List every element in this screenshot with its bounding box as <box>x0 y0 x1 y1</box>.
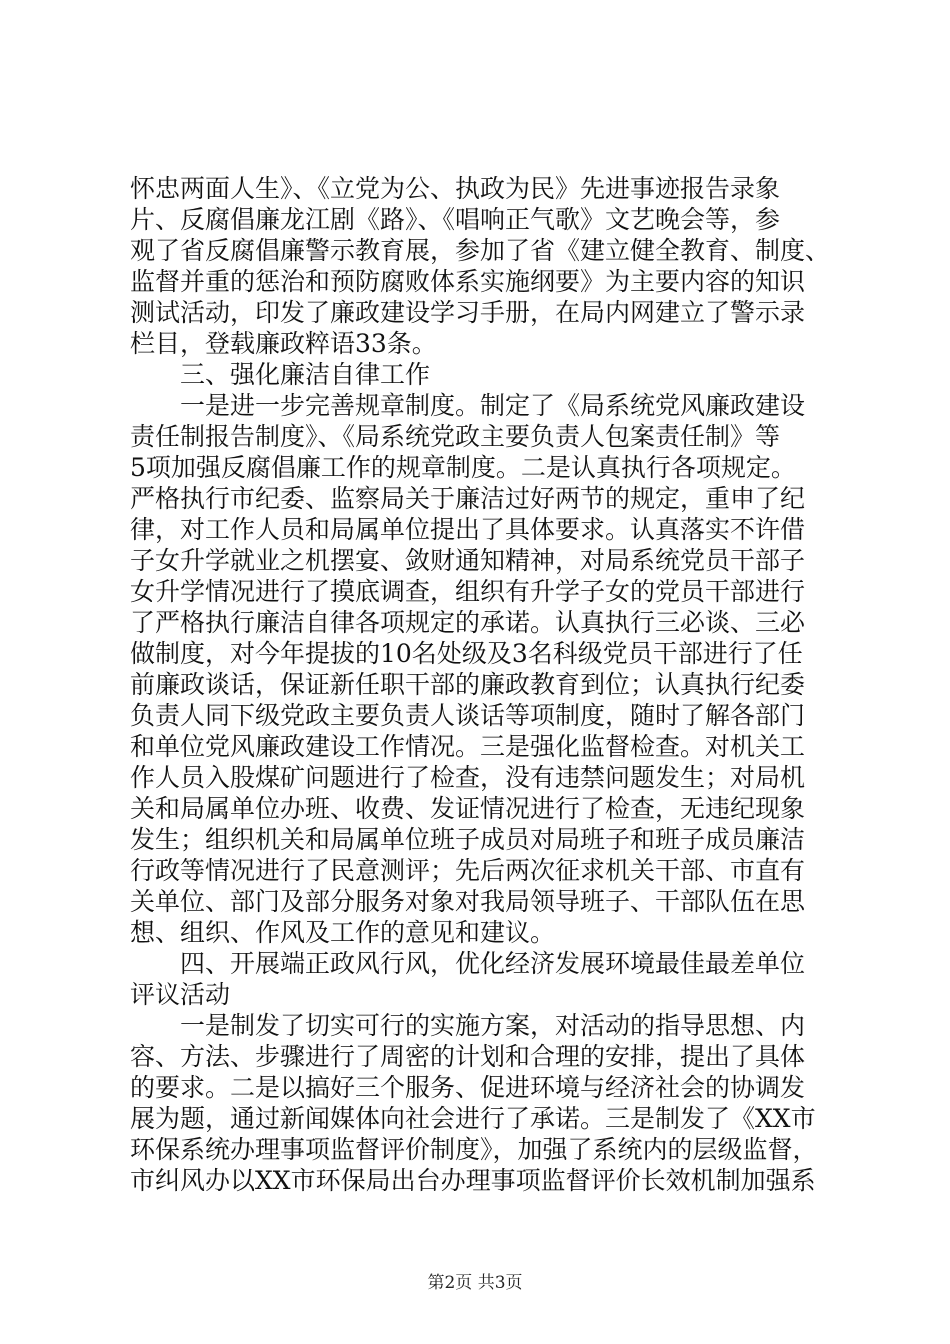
section-heading: 三、强化廉洁自律工作 <box>180 360 431 389</box>
text-line: 关单位、部门及部分服务对象对我局领导班子、干部队伍在思 <box>130 887 806 916</box>
text-line: 测试活动，印发了廉政建设学习手册，在局内网建立了警示录 <box>130 298 806 327</box>
text-line: 观了省反腐倡廉警示教育展，参加了省《建立健全教育、制度、 <box>130 236 831 265</box>
text-line: 行政等情况进行了民意测评；先后两次征求机关干部、市直有 <box>130 856 806 885</box>
document-body <box>130 173 830 1196</box>
text-line: 和单位党风廉政建设工作情况。三是强化监督检查。对机关工 <box>130 732 806 761</box>
text-line: 负责人同下级党政主要负责人谈话等项制度，随时了解各部门 <box>130 701 806 730</box>
text-line: 展为题，通过新闻媒体向社会进行了承诺。三是制发了《XX市 <box>130 1104 816 1133</box>
text-line: 关和局属单位办班、收费、发证情况进行了检查，无违纪现象 <box>130 794 806 823</box>
text-line: 责任制报告制度》、《局系统党政主要负责人包案责任制》等 <box>130 422 781 451</box>
text-line: 环保系统办理事项监督评价制度》，加强了系统内的层级监督， <box>130 1135 818 1164</box>
text-line: 前廉政谈话，保证新任职干部的廉政教育到位；认真执行纪委 <box>130 670 806 699</box>
text-line: 栏目，登载廉政粹语33条。 <box>130 329 437 358</box>
text-line: 一是进一步完善规章制度。制定了《局系统党风廉政建设 <box>180 391 806 420</box>
text-line: 一是制发了切实可行的实施方案，对活动的指导思想、内 <box>180 1011 806 1040</box>
text-line: 作人员入股煤矿问题进行了检查，没有违禁问题发生；对局机 <box>130 763 806 792</box>
text-line: 女升学情况进行了摸底调查，组织有升学子女的党员干部进行 <box>130 577 806 606</box>
text-line: 做制度，对今年提拔的10名处级及3名科级党员干部进行了任 <box>130 639 803 668</box>
text-line: 律，对工作人员和局属单位提出了具体要求。认真落实不许借 <box>130 515 806 544</box>
text-line: 发生；组织机关和局属单位班子成员对局班子和班子成员廉洁 <box>130 825 806 854</box>
text-line: 怀忠两面人生》、《立党为公、执政为民》先进事迹报告录象 <box>130 174 781 203</box>
text-line: 片、反腐倡廉龙江剧《路》、《唱响正气歌》文艺晚会等，参 <box>130 205 781 234</box>
text-line: 想、组织、作风及工作的意见和建议。 <box>130 918 556 947</box>
section-heading-continuation: 评议活动 <box>130 980 231 1009</box>
text-line: 了严格执行廉洁自律各项规定的承诺。认真执行三必谈、三必 <box>130 608 806 637</box>
text-line: 容、方法、步骤进行了周密的计划和合理的安排，提出了具体 <box>130 1042 806 1071</box>
text-line: 子女升学就业之机摆宴、敛财通知精神，对局系统党员干部子 <box>130 546 806 575</box>
section-heading: 四、开展端正政风行风，优化经济发展环境最佳最差单位 <box>180 949 806 978</box>
text-line: 严格执行市纪委、监察局关于廉洁过好两节的规定，重申了纪 <box>130 484 806 513</box>
text-line: 5项加强反腐倡廉工作的规章制度。二是认真执行各项规定。 <box>130 453 796 482</box>
text-line: 的要求。二是以搞好三个服务、促进环境与经济社会的协调发 <box>130 1073 806 1102</box>
text-line: 市纠风办以XX市环保局出台办理事项监督评价长效机制加强系 <box>130 1166 816 1195</box>
text-line: 监督并重的惩治和预防腐败体系实施纲要》为主要内容的知识 <box>130 267 806 296</box>
page-number-footer: 第2页 共3页 <box>427 1273 523 1293</box>
